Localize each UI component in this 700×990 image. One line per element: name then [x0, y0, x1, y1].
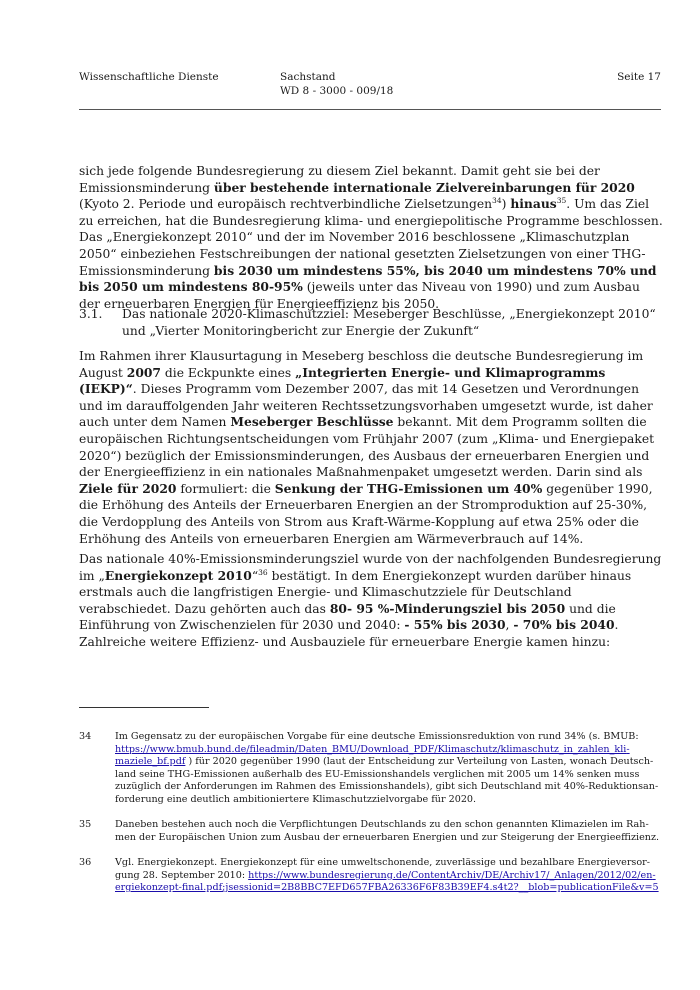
footnote-number: 36 [79, 857, 92, 868]
header-department: Wissenschaftliche Dienste [79, 71, 219, 83]
footnote-text: Daneben bestehen auch noch die Verpflichtungen Deutschlands zu den schon genannten Klimazielen im Rahmen der Europäischen Union zum Ausbau der erneuerbaren Energien und zur Steigerung der Energieeffizienz. [115, 819, 660, 843]
footnote-ref-36[interactable]: 36 [258, 567, 268, 577]
paragraph-2: Im Rahmen ihrer Klausurtagung in Meseberg beschloss die deutsche Bundesregierung im August 2007 die Eckpunkte eines „Integrierten Energie- und Klimaprogramms (IEKP)“. Dieses Programm vom Dezember 2007, das mit 14 Gesetzen und Verordnungen und im darauffolgenden Jahr weiteren Rechtssetzungsvorhaben umgesetzt wurde, ist daher auch unter dem Namen Meseberger Beschlüsse bekannt. Mit dem Programm sollten die europäischen Richtungsentscheidungen vom Frühjahr 2007 (zum „Klima- und Energiepaket 2020“) bezüglich der Emissionsminderungen, des Ausbaus der erneuerbaren Energien und der Energieeffizienz in ein nationales Maßnahmenpaket umgesetzt werden. Darin sind als Ziele für 2020 formuliert: die Senkung der THG-Emissionen um 40% gegenüber 1990, die Erhöhung des Anteils der Erneuerbaren Energien an der Stromproduktion auf 25-30%, die Verdopplung des Anteils von Strom aus Kraft-Wärme-Kopplung auf etwa 25% oder die Erhöhung des Anteils von erneuerbaren Energien am Wärmeverbrauch auf 14%. [79, 349, 655, 546]
section-number: 3.1. [79, 307, 103, 321]
footnote-ref-35[interactable]: 35 [556, 196, 567, 206]
bmub-link[interactable]: https://www.bmub.bund.de/fileadmin/Daten_BMU/Download_PDF/Klimaschutz/klimaschutz_in_zahlen_klimaziele_bf.pdf [115, 743, 630, 768]
header-document-info [280, 70, 393, 98]
energiekonzept-link[interactable]: https://www.bundesregierung.de/ContentArchiv/DE/Archiv17/_Anlagen/2012/02/energiekonzept-final.pdf;jsessionid=2B8BBC7EFD657FBA26336F6F83B39EF4.s4t2?__blob=publicationFile&v=5 [115, 869, 659, 894]
header-page-number: Seite 17 [617, 71, 661, 83]
footnote-34 [79, 731, 664, 807]
footnote-text: Im Gegensatz zu der europäischen Vorgabe für eine deutsche Emissionsreduktion von rund 34% (s. BMUB: https://www.bmub.bund.de/fileadmin/Daten_BMU/Download_PDF/Klimaschutz/klimaschutz_in_zahlen_klimaziele_bf.pdf ) für 2020 gegenüber 1990 (laut der Entscheidung zur Verteilung von Lasten, wonach Deutschland seine THG-Emissionen außerhalb des EU-Emissionshandels verglichen mit 2005 um 14% senken muss zuzüglich der Anforderungen im Rahmen des Emissionshandels), gibt sich Deutschland mit 40%-Reduktionsanforderung eine deutlich ambitioniertere Klimaschutzzielvorgabe für 2020. [115, 731, 659, 805]
header-divider [79, 109, 661, 110]
footnote-ref-34[interactable]: 34 [492, 196, 502, 206]
paragraph-3: Das nationale 40%-Emissionsminderungsziel wurde von der nachfolgenden Bundesregierung im „Energiekonzept 2010“$^{36}$ bestätigt. In dem Energiekonzept wurden darüber hinaus erstmals auch die langfristigen Energie- und Klimaschutzziele für Deutschland verabschiedet. Dazu gehörten auch das 80- 95 %-Minderungsziel bis 2050 und die Einführung von Zwischenzielen für 2030 und 2040: - 55% bis 2030, - 70% bis 2040. Zahlreiche weitere Effizienz- und Ausbauziele für erneuerbare Energie kamen hinzu: [79, 552, 662, 649]
header-document-number: WD 8 - 3000 - 009/18 [280, 85, 394, 97]
footnote-text: Vgl. Energiekonzept. Energiekonzept für eine umweltschonende, zuverlässige und bezahlbare Energieversorgung 28. September 2010: https://www.bundesregierung.de/ContentArchiv/DE/Archiv17/_Anlagen/2012/02/energiekonzept-final.pdf;jsessionid=2B8BBC7EFD657FBA26336F6F83B39EF4.s4t2?__blob=publicationFile&v=5 [115, 857, 659, 894]
footnote-35 [79, 819, 664, 844]
footnote-number: 35 [79, 819, 92, 830]
section-title: Das nationale 2020-Klimaschutzziel: Meseberger Beschlüsse, „Energiekonzept 2010“ und „Vierter Monitoringbericht zur Energie der Zukunft“ [122, 307, 656, 338]
footnote-36 [79, 857, 664, 895]
footnote-number: 34 [79, 731, 92, 742]
header-document-type: Sachstand [280, 71, 336, 83]
section-heading [79, 306, 664, 339]
footnote-divider [79, 707, 209, 708]
paragraph-1: sich jede folgende Bundesregierung zu diesem Ziel bekannt. Damit geht sie bei der Emissionsminderung über bestehende internationale Zielvereinbarungen für 2020 (Kyoto 2. Periode und europäisch rechtverbindliche Zielsetzungen$^{34}$) hinaus$^{35}$. Um das Ziel zu erreichen, hat die Bundesregierung klima- und energiepolitische Programme beschlossen. Das „Energiekonzept 2010“ und der im November 2016 beschlossene „Klimaschutzplan 2050“ einbeziehen Festschreibungen der national gesetzten Zielsetzungen von einer THG-Emissionsminderung bis 2030 um mindestens 55%, bis 2040 um mindestens 70% und bis 2050 um mindestens 80-95% (jeweils unter das Niveau von 1990) und zum Ausbau der erneuerbaren Energien für Energieeffizienz bis 2050. [79, 164, 663, 311]
